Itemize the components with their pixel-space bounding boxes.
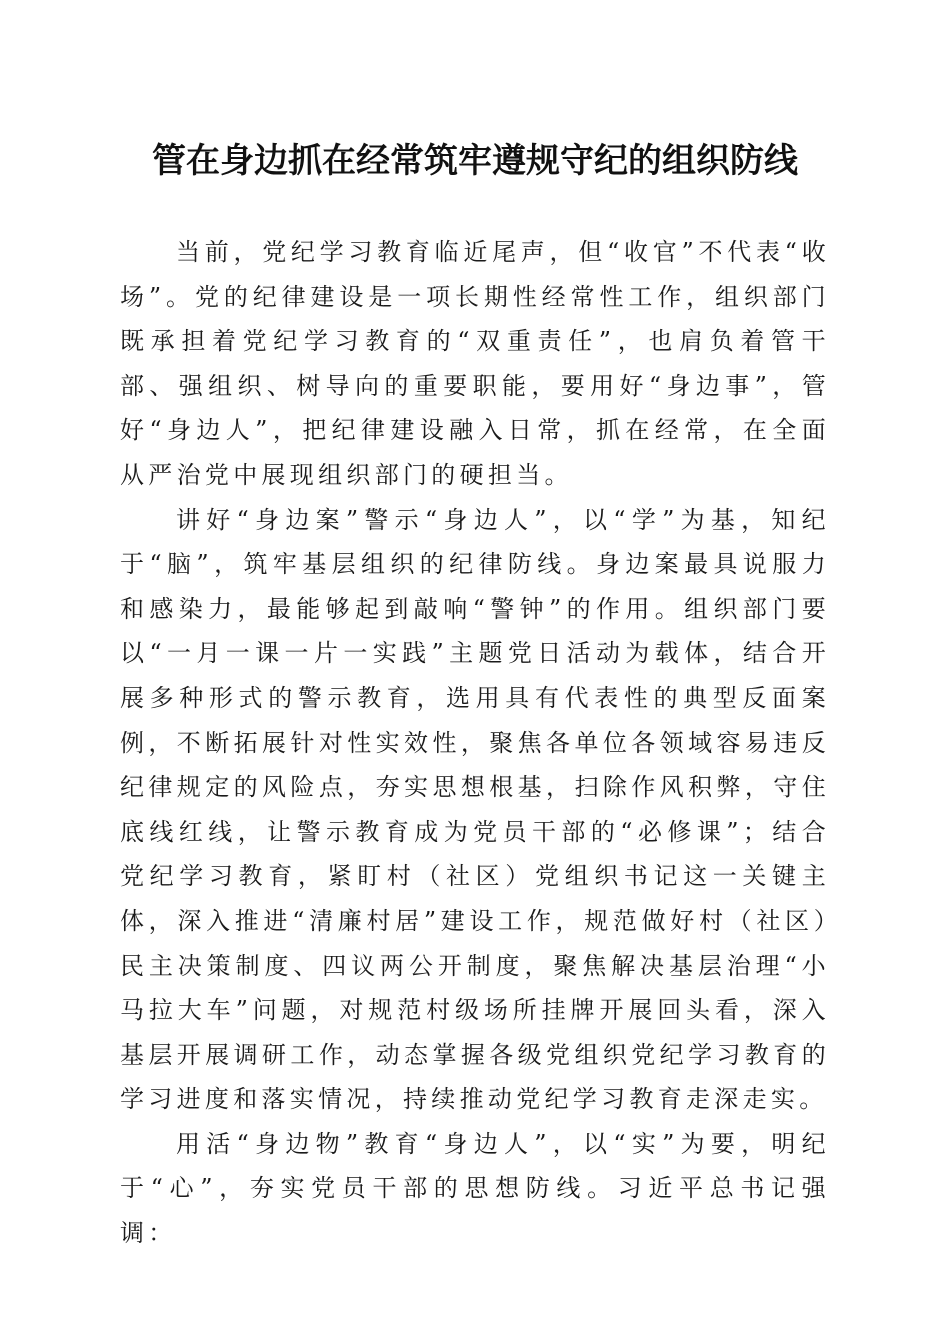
document-title: 管在身边抓在经常筑牢遵规守纪的组织防线	[152, 141, 798, 181]
paragraph-2: 讲好“身边案”警示“身边人”，以“学”为基，知纪于“脑”，筑牢基层组织的纪律防线。身边案最具说服力和感染力，最能够起到敲响“警钟”的作用。组织部门要以“一月一课一片一实践”主题党日活动为载体，结合开展多种形式的警示教育，选用具有代表性的典型反面案例，不断拓展针对性实效性，聚焦各单位各领域容易违反纪律规定的风险点，夯实思想根基，扫除作风积弊，守住底线红线，让警示教育成为党员干部的“必修课”；结合党纪学习教育，紧盯村（社区）党组织书记这一关键主体，深入推进“清廉村居”建设工作，规范做好村（社区）民主决策制度、四议两公开制度，聚焦解决基层治理“小马拉大车”问题，对规范村级场所挂牌开展回头看，深入基层开展调研工作，动态掌握各级党组织党纪学习教育的学习进度和落实情况，持续推动党纪学习教育走深走实。	[120, 505, 830, 1114]
paragraph-1: 当前，党纪学习教育临近尾声，但“收官”不代表“收场”。党的纪律建设是一项长期性经常性工作，组织部门既承担着党纪学习教育的“双重责任”，也肩负着管干部、强组织、树导向的重要职能，要用好“身边事”，管好“身边人”，把纪律建设融入日常，抓在经常，在全面从严治党中展现组织部门的硬担当。	[120, 238, 830, 489]
document-body	[120, 230, 830, 1256]
paragraph-3: 用活“身边物”教育“身边人”，以“实”为要，明纪于“心”，夯实党员干部的思想防线。习近平总书记强调：	[120, 1129, 830, 1248]
